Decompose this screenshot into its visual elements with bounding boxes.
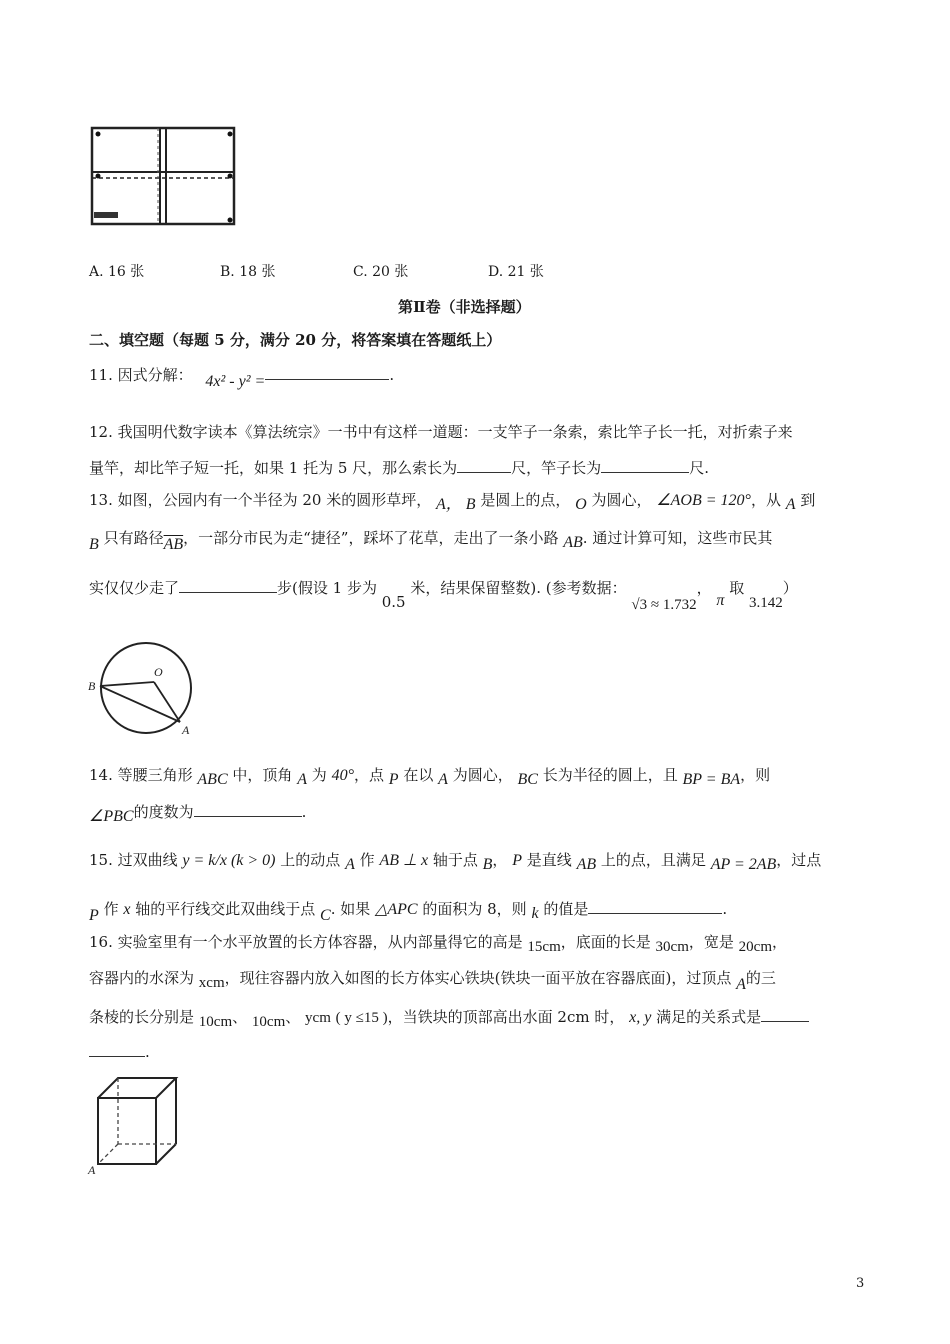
option-a: A. 16 张 <box>89 264 145 280</box>
q13-line2: B 只有路径$\overline{AB}$，一部分市民为走“捷径”，踩坏了花草，走出了一条小路 AB. 通过计算可知，这些市民其 <box>89 529 773 553</box>
q15-line2: P 作 x 轴的平行线交此双曲线于点 C. 如果 △APC 的面积为 8，则 k 的值是 . <box>89 900 728 924</box>
q14-line2: ∠PBC的度数为 . <box>89 803 307 825</box>
q12-line1: 12. 我国明代数字读本《算法统宗》一书中有这样一道题：一支竿子一条索，索比竿子长一托，对折索子来 <box>89 423 793 441</box>
option-d: D. 21 张 <box>488 264 544 280</box>
label-a: A <box>182 723 190 737</box>
label-b: B <box>88 679 96 693</box>
label-a-box: A <box>88 1163 96 1177</box>
q11: 11. 因式分解： 4x² - y² = . <box>89 366 395 390</box>
option-c: C. 20 张 <box>353 264 409 280</box>
section-title: 第Ⅱ卷（非选择题） <box>398 298 531 316</box>
box-figure <box>86 1074 182 1178</box>
q16-line1: 16. 实验室里有一个水平放置的长方体容器，从内部量得它的高是 15cm，底面的长是 30cm，宽是 20cm， <box>89 933 788 955</box>
q16-line2: 容器内的水深为 xcm，现往容器内放入如图的长方体实心铁块(铁块一面平放在容器底面)，过顶点 A的三 <box>89 969 776 993</box>
option-b: B. 18 张 <box>220 264 276 280</box>
label-o: O <box>154 665 163 679</box>
q13-line1: 13. 如图，公园内有一个半径为 20 米的圆形草坪， A， B 是圆上的点， O 为圆心， ∠AOB = 120°，从 A 到 <box>89 491 816 513</box>
page-number: 3 <box>856 1276 865 1291</box>
circle-figure <box>84 638 208 738</box>
q12-line2: 量竿，却比竿子短一托，如果 1 托为 5 尺，那么索长为 尺，竿子长为 尺. <box>89 459 709 477</box>
section-heading: 二、填空题（每题 5 分，满分 20 分，将答案填在答题纸上） <box>89 331 502 349</box>
q14-line1: 14. 等腰三角形 ABC 中，顶角 A 为 40°，点 P 在以 A 为圆心， BC 长为半径的圆上，且 BP = BA，则 <box>89 766 771 788</box>
q16-line3: 条棱的长分别是 10cm、 10cm、 ycm ( y ≤15 )，当铁块的顶部高出水面 2cm 时， x, y 满足的关系式是 <box>89 1006 809 1027</box>
q13-line3: 实仅仅少走了 步(假设 1 步为 0.5 米，结果保留整数). (参考数据： √3 ≈ 1.732， π 取 3.142） <box>89 579 798 613</box>
q16-line4: . <box>89 1042 150 1061</box>
grid-figure <box>88 124 240 232</box>
q15-line1: 15. 过双曲线 y = k/x (k > 0) 上的动点 A 作 AB ⊥ x 轴于点 B， P 是直线 AB 上的点，且满足 AP = 2AB，过点 <box>89 851 822 873</box>
